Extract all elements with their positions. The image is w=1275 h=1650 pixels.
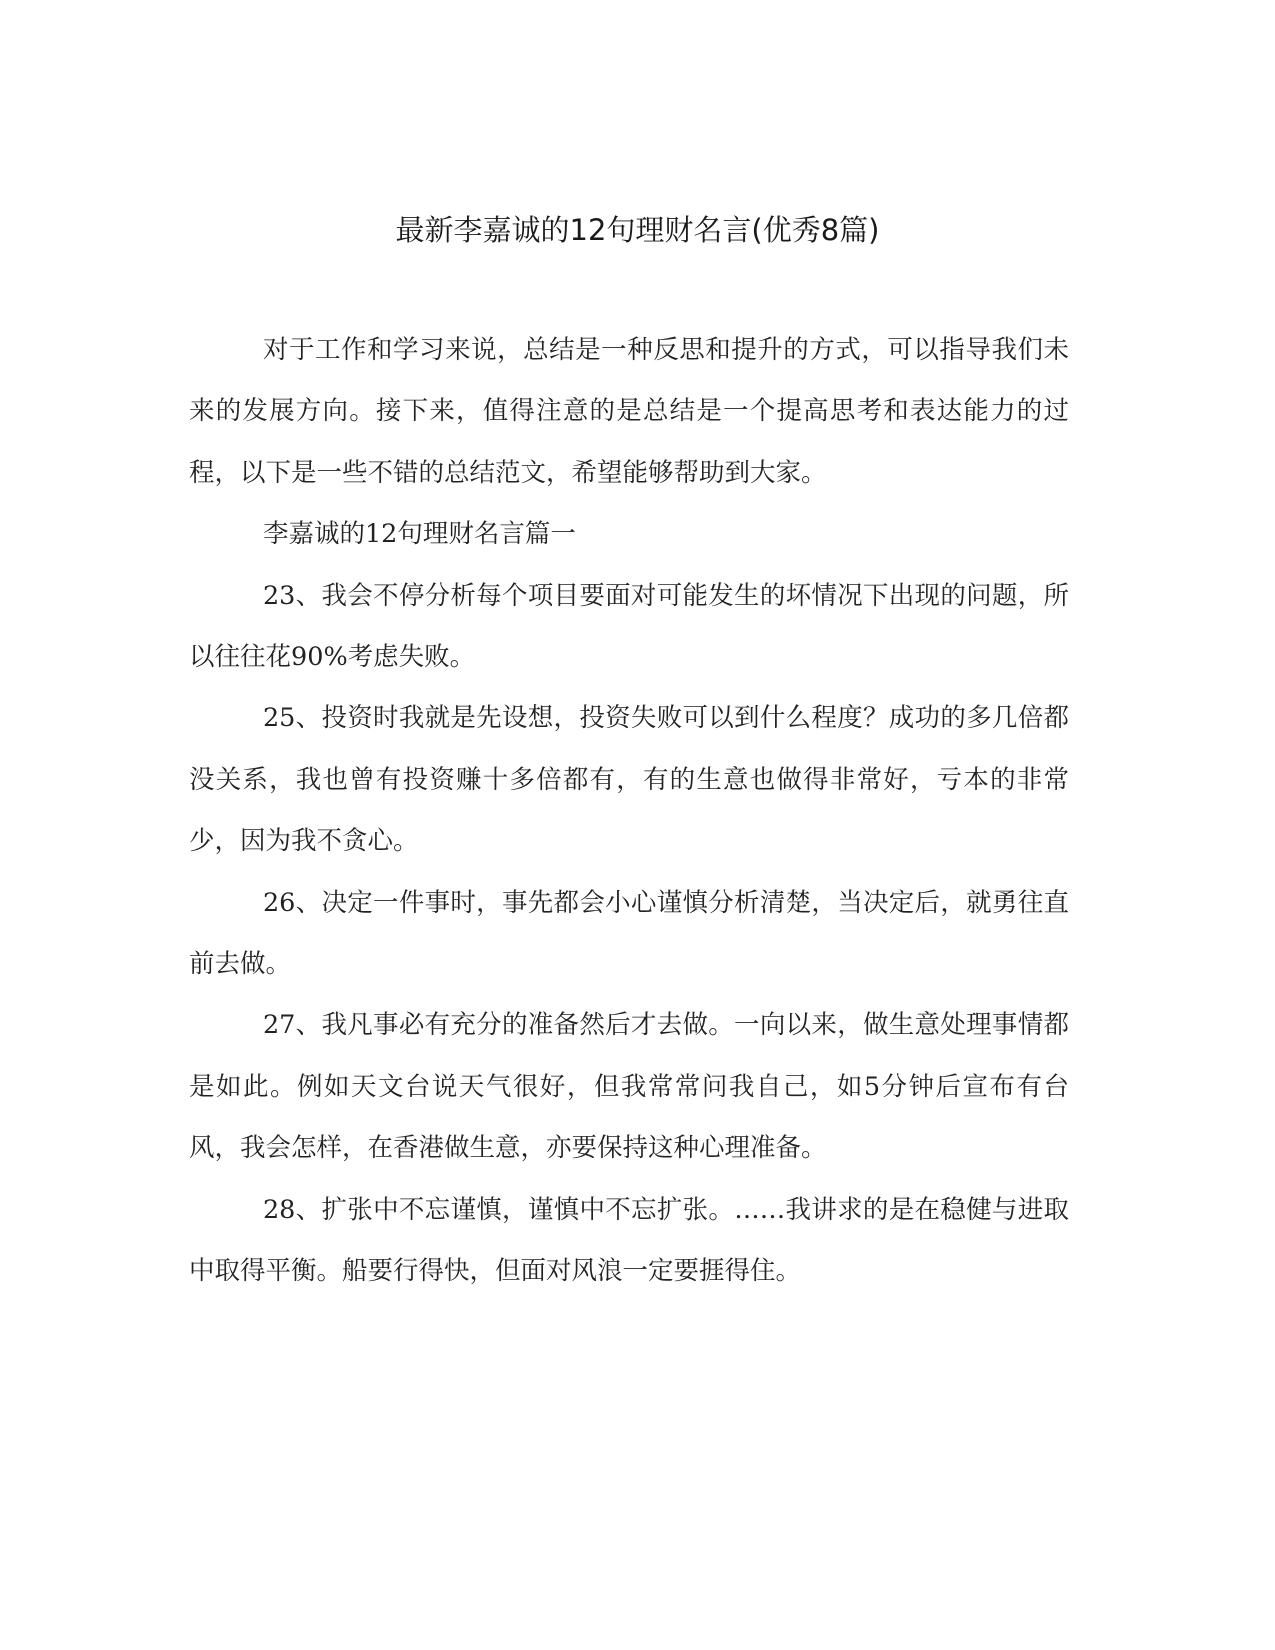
quote-paragraph: 26、决定一件事时，事先都会小心谨慎分析清楚，当决定后，就勇往直前去做。 — [189, 887, 1069, 980]
section-heading: 李嘉诚的12句理财名言篇一 — [262, 519, 576, 550]
intro-paragraph: 对于工作和学习来说，总结是一种反思和提升的方式，可以指导我们未来的发展方向。接下来，值得注意的是总结是一个提高思考和表达能力的过程，以下是一些不错的总结范文，希望能够帮助到大家。 — [189, 335, 1069, 488]
quote-paragraph: 27、我凡事必有充分的准备然后才去做。一向以来，做生意处理事情都是如此。例如天文台说天气很好，但我常常问我自己，如5分钟后宣布有台风，我会怎样，在香港做生意，亦要保持这种心理准备。 — [189, 1010, 1069, 1164]
document-body — [189, 320, 1069, 1303]
quote-paragraph: 25、投资时我就是先设想，投资失败可以到什么程度？成功的多几倍都没关系，我也曾有投资赚十多倍都有，有的生意也做得非常好，亏本的非常少，因为我不贪心。 — [189, 703, 1069, 857]
quote-paragraph: 28、扩张中不忘谨慎，谨慎中不忘扩张。……我讲求的是在稳健与进取中取得平衡。船要行得快，但面对风浪一定要捱得住。 — [189, 1194, 1069, 1287]
document-title: 最新李嘉诚的12句理财名言(优秀8篇) — [395, 213, 880, 247]
quote-paragraph: 23、我会不停分析每个项目要面对可能发生的坏情况下出现的问题，所以往往花90%考虑失败。 — [189, 580, 1069, 673]
